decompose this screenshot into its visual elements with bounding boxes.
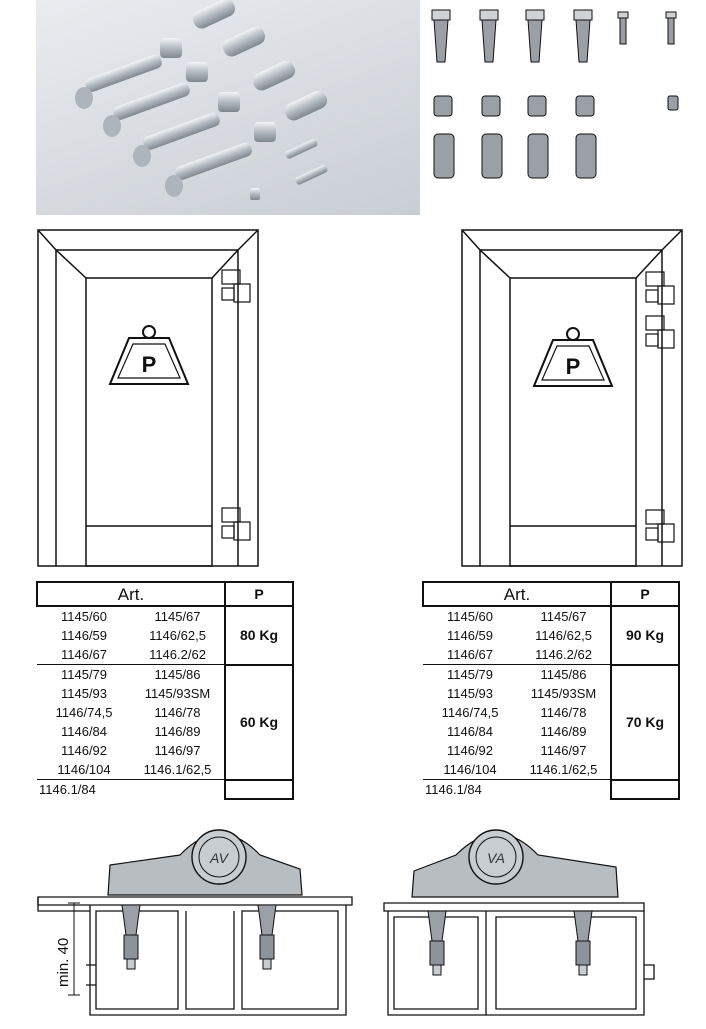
hinge-body — [412, 830, 618, 897]
hinge-top — [222, 270, 250, 302]
max-weight: 70 Kg — [611, 665, 679, 780]
parts-line-drawing-svg — [422, 0, 706, 190]
article-number: 1146/89 — [131, 722, 225, 741]
article-number: 1145/93SM — [131, 684, 225, 703]
weight-symbol: P — [141, 352, 157, 377]
hinge-top — [646, 272, 674, 304]
profile-left-svg — [30, 815, 360, 1024]
nut-3 — [218, 92, 240, 112]
article-number: 1146.2/62 — [517, 645, 611, 665]
anchor-3 — [250, 58, 297, 93]
empty-cell — [131, 780, 225, 800]
article-number: 1145/67 — [131, 606, 225, 626]
drawing-screw-1 — [618, 12, 628, 44]
article-number: 1145/79 — [423, 665, 517, 685]
article-number: 1146.1/62,5 — [517, 760, 611, 780]
empty-cell — [611, 780, 679, 800]
profile-section-left — [30, 815, 360, 1024]
dimension-label: min. 40 — [55, 937, 72, 987]
door-left-svg — [36, 228, 266, 570]
frame-profile — [384, 903, 654, 1015]
max-weight: 60 Kg — [225, 665, 293, 780]
art-header: Art. — [37, 582, 225, 606]
empty-cell — [517, 780, 611, 800]
drawing-small-nut — [668, 96, 678, 110]
article-number: 1146/92 — [60, 743, 108, 758]
article-number: 1145/93 — [60, 686, 108, 701]
load-table-right — [422, 581, 680, 800]
weight-icon — [110, 326, 188, 384]
hinge-bottom — [222, 508, 250, 540]
screw-anchor-left — [122, 905, 140, 969]
drawing-anchor-1 — [434, 134, 454, 178]
max-weight: 90 Kg — [611, 606, 679, 665]
article-number: 1146/89 — [517, 722, 611, 741]
drawing-nut-4 — [576, 96, 594, 116]
load-table-left — [36, 581, 294, 800]
article-number: 1146/67 — [446, 647, 494, 662]
article-number: 1146/78 — [131, 703, 225, 722]
article-number: 1145/93SM — [517, 684, 611, 703]
drawing-anchor-4 — [576, 134, 596, 178]
screw-2 — [294, 164, 328, 186]
article-number: 1145/93 — [446, 686, 494, 701]
article-number: 1146/92 — [446, 743, 494, 758]
article-number: 1145/86 — [131, 665, 225, 685]
screw-1 — [284, 138, 318, 160]
art-header: Art. — [423, 582, 611, 606]
article-number: 1145/67 — [517, 606, 611, 626]
article-number: 1146/59 — [60, 628, 108, 643]
article-number: 1146/84 — [60, 724, 108, 739]
anchor-4 — [282, 88, 329, 123]
article-number: 1146/74,5 — [55, 705, 113, 720]
article-number: 1146/62,5 — [131, 626, 225, 645]
article-number: 1146.1/62,5 — [131, 760, 225, 780]
profile-right-svg — [378, 815, 706, 1024]
drawing-nut-2 — [482, 96, 500, 116]
nut-1 — [160, 38, 182, 58]
anchor-1 — [190, 0, 237, 31]
small-nut — [250, 188, 260, 200]
door-diagram-two-hinges — [36, 228, 266, 570]
article-number: 1146/97 — [131, 741, 225, 760]
article-number: 1146/104 — [443, 762, 497, 777]
article-number: 1146/78 — [517, 703, 611, 722]
article-number: 1146/74,5 — [441, 705, 499, 720]
p-header: P — [611, 582, 679, 606]
weight-icon — [534, 328, 612, 386]
door-right-svg — [460, 228, 690, 570]
article-number: 1145/79 — [37, 665, 131, 685]
drawing-bolt-1 — [432, 10, 450, 62]
bolt-4 — [165, 141, 254, 197]
max-weight: 80 Kg — [225, 606, 293, 665]
frame-profile — [38, 897, 352, 1015]
article-number: 1146/62,5 — [517, 626, 611, 645]
drawing-nut-3 — [528, 96, 546, 116]
article-number: 1146.2/62 — [131, 645, 225, 665]
drawing-screw-2 — [666, 12, 676, 44]
drawing-anchor-2 — [482, 134, 502, 178]
screw-anchor-left — [428, 911, 446, 975]
hinge-bottom — [646, 510, 674, 542]
article-number: 1145/60 — [446, 609, 494, 624]
article-number: 1146/97 — [517, 741, 611, 760]
article-number: 1146.1/84 — [423, 780, 517, 800]
article-number: 1145/60 — [60, 609, 108, 624]
drawing-bolt-4 — [574, 10, 592, 62]
article-number: 1146/67 — [60, 647, 108, 662]
drawing-nut-1 — [434, 96, 452, 116]
article-number: 1146.1/84 — [37, 780, 131, 800]
p-header: P — [225, 582, 293, 606]
nut-2 — [186, 62, 208, 82]
article-number: 1146/104 — [57, 762, 111, 777]
article-number: 1145/86 — [517, 665, 611, 685]
weight-symbol: P — [565, 354, 581, 379]
profile-section-right — [378, 815, 706, 1024]
drawing-anchor-3 — [528, 134, 548, 178]
drawing-bolt-3 — [526, 10, 544, 62]
door-diagram-three-hinges — [460, 228, 690, 570]
nut-4 — [254, 122, 276, 142]
parts-photo-drawing — [36, 0, 420, 215]
screw-anchor-right — [574, 911, 592, 975]
parts-photo — [36, 0, 420, 215]
dimension-indicator — [55, 903, 80, 995]
brand-logo: AV — [210, 850, 228, 866]
parts-line-drawing — [422, 0, 706, 190]
hinge-body — [108, 830, 302, 895]
anchor-2 — [220, 24, 267, 59]
article-number: 1146/59 — [446, 628, 494, 643]
screw-anchor-right — [258, 905, 276, 969]
brand-logo: VA — [487, 850, 505, 866]
drawing-bolt-2 — [480, 10, 498, 62]
article-number: 1146/84 — [446, 724, 494, 739]
hinge-middle — [646, 316, 674, 348]
empty-cell — [225, 780, 293, 800]
